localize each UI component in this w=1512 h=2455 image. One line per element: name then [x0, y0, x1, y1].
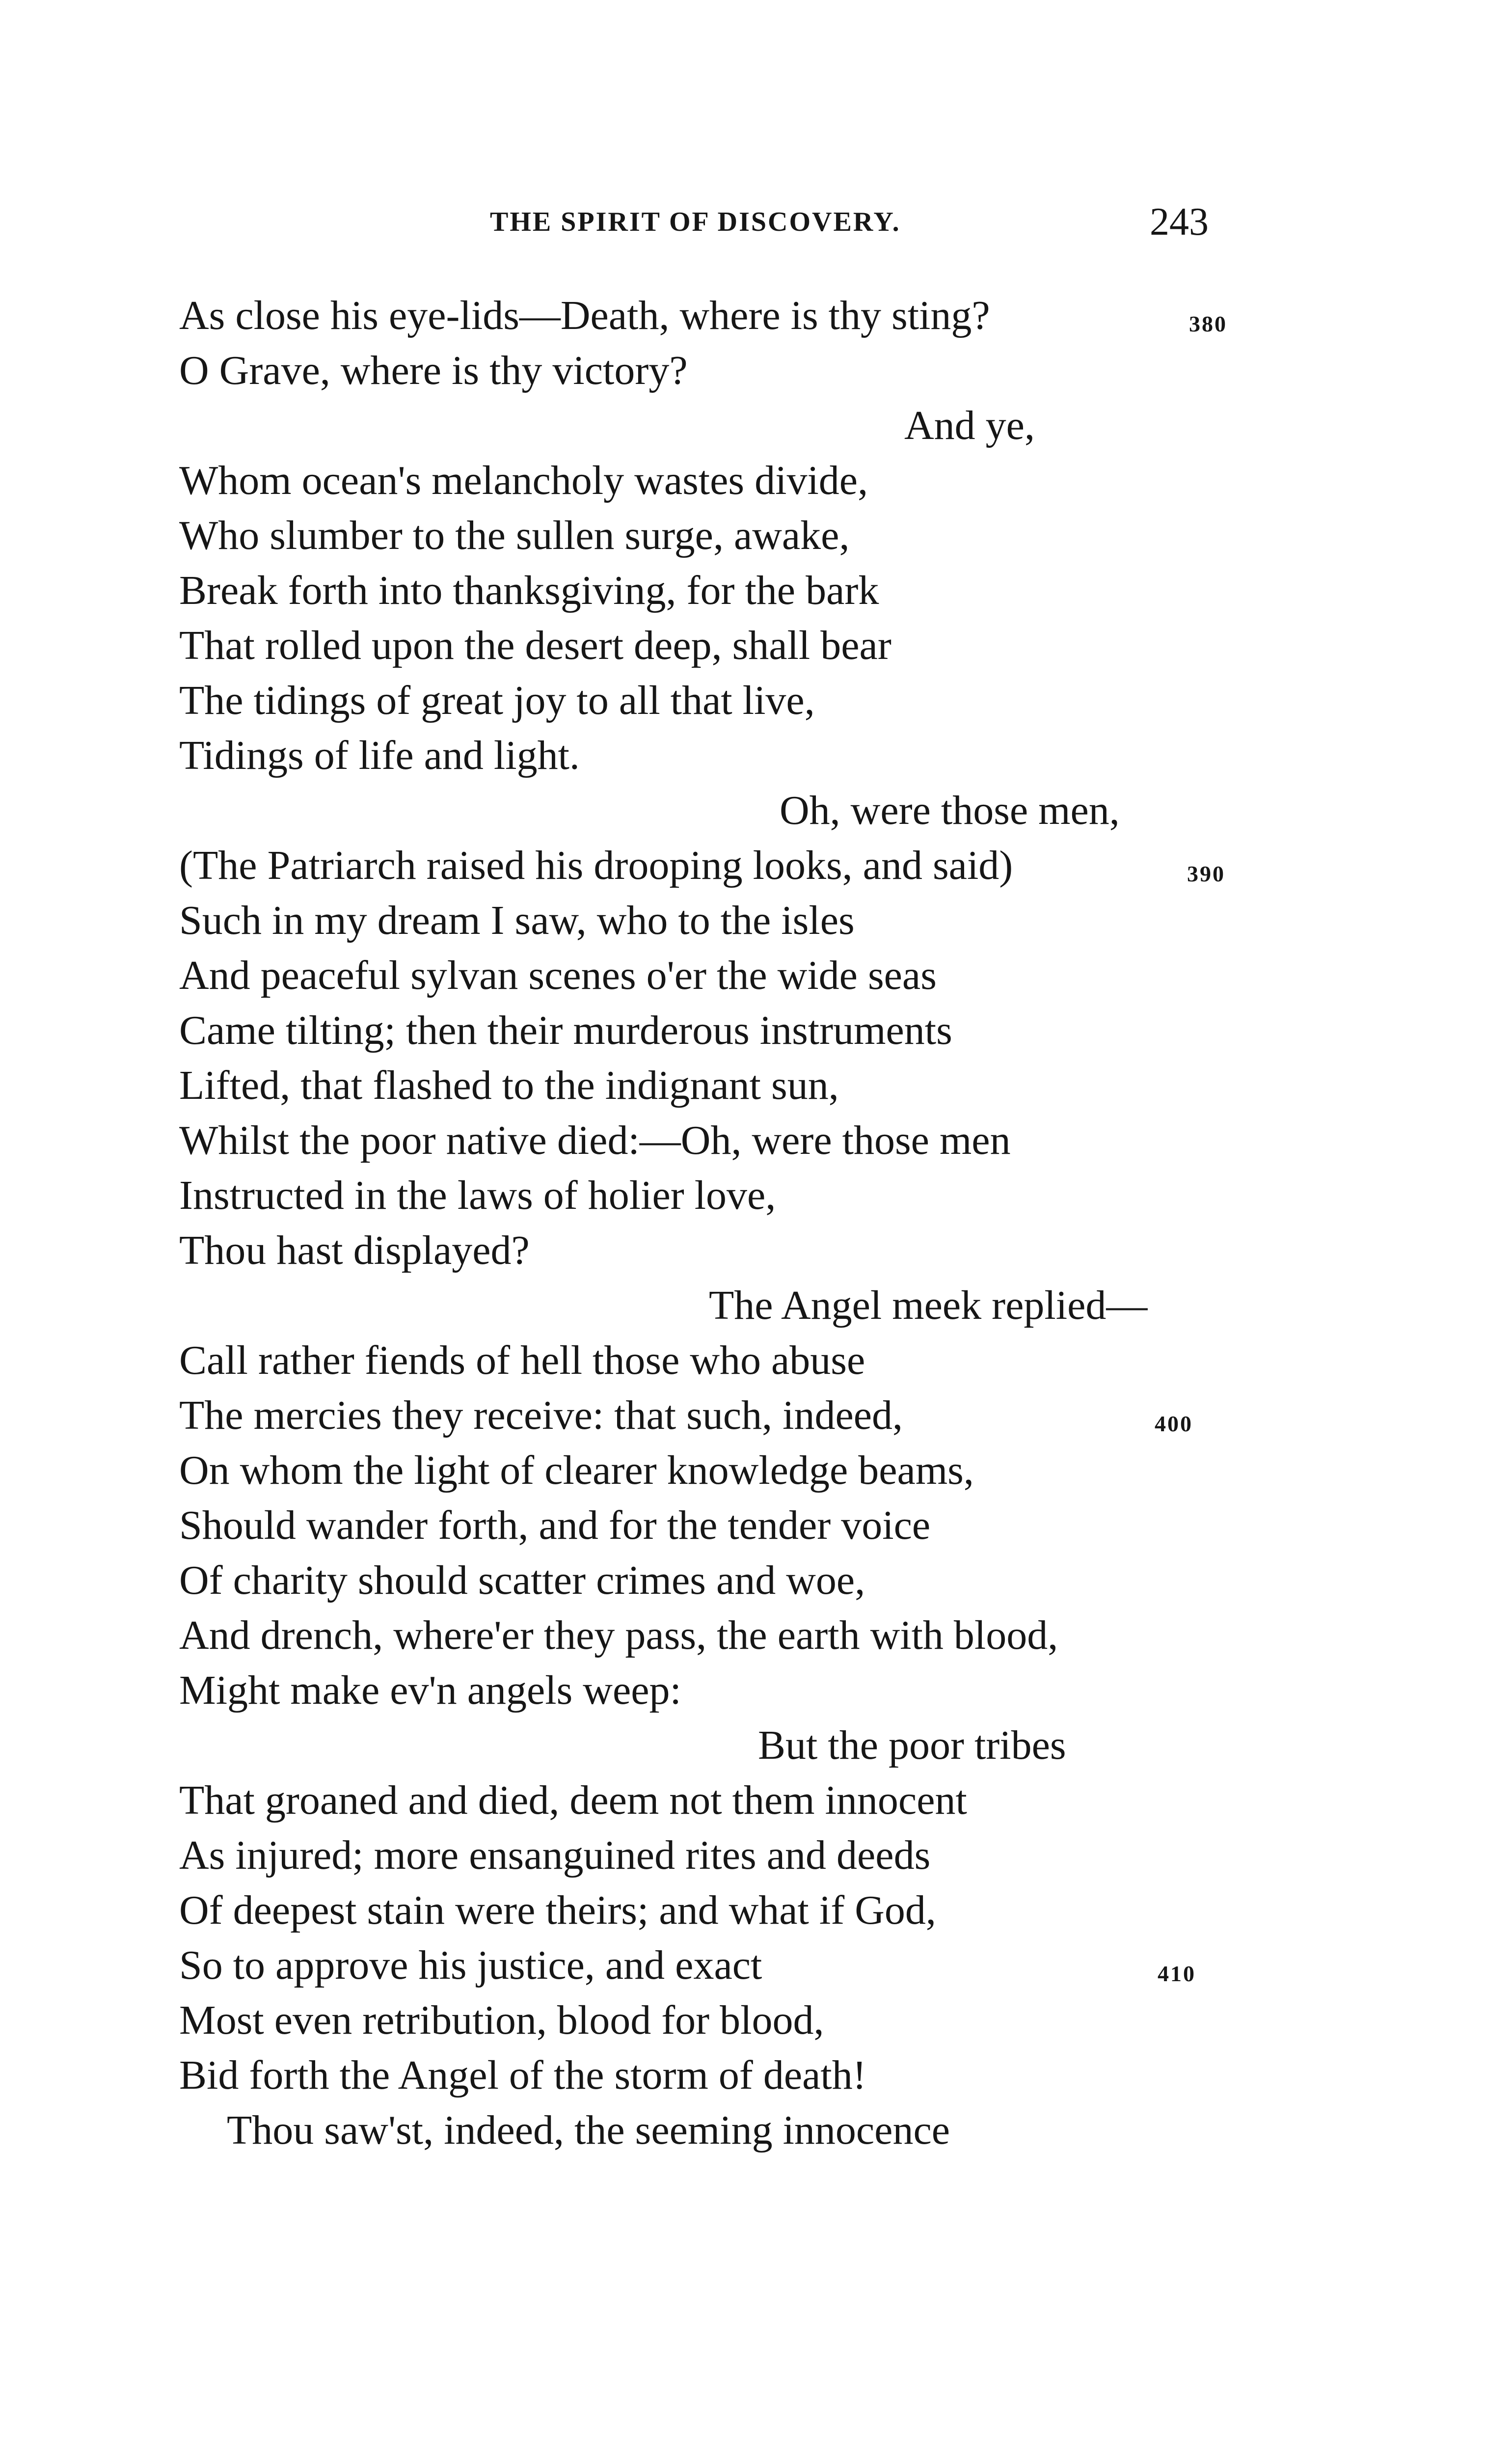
poem-line: Break forth into thanksgiving, for the bark	[179, 568, 879, 613]
poem-line: And drench, where'er they pass, the earth with blood,	[179, 1612, 1058, 1658]
poem-line: The mercies they receive: that such, indeed,	[179, 1392, 903, 1438]
poem-line: Thou saw'st, indeed, the seeming innocence	[227, 2107, 950, 2153]
poem-line: As injured; more ensanguined rites and deeds	[179, 1832, 931, 1878]
poem-line: The tidings of great joy to all that live,	[179, 678, 815, 723]
poem-line: O Grave, where is thy victory?	[179, 348, 688, 393]
poem-line: (The Patriarch raised his drooping looks, and said)	[179, 843, 1013, 888]
poem-line: Of charity should scatter crimes and woe,	[179, 1557, 865, 1603]
poem-line: Should wander forth, and for the tender voice	[179, 1502, 931, 1548]
poem-line: Most even retribution, blood for blood,	[179, 1997, 824, 2043]
poem-line: Tidings of life and light.	[179, 733, 580, 778]
poem-line: So to approve his justice, and exact	[179, 1942, 762, 1988]
poem-line: And peaceful sylvan scenes o'er the wide seas	[179, 953, 937, 998]
poem-line: Who slumber to the sullen surge, awake,	[179, 513, 850, 558]
poem-line: But the poor tribes	[758, 1722, 1066, 1768]
running-head-title: THE SPIRIT OF DISCOVERY.	[490, 207, 901, 237]
poem-line: Of deepest stain were theirs; and what if God,	[179, 1887, 936, 1933]
poem-line: Call rather fiends of hell those who abuse	[179, 1337, 865, 1383]
poem-line: The Angel meek replied—	[709, 1282, 1148, 1328]
poem-line: As close his eye-lids—Death, where is thy sting?	[179, 293, 990, 338]
poem-line: Oh, were those men,	[780, 788, 1120, 833]
poem-line: Lifted, that flashed to the indignant sun,	[179, 1063, 839, 1108]
poem-line: Might make ev'n angels weep:	[179, 1667, 681, 1713]
poem-line: Bid forth the Angel of the storm of death!	[179, 2052, 866, 2098]
poem-line: That rolled upon the desert deep, shall bear	[179, 623, 891, 668]
poem-line: Whilst the poor native died:—Oh, were those men	[179, 1118, 1011, 1163]
page-number: 243	[1150, 200, 1209, 244]
line-number: 390	[1187, 861, 1225, 886]
poem-line: Thou hast displayed?	[179, 1228, 530, 1273]
poem-line: Such in my dream I saw, who to the isles	[179, 898, 855, 943]
poem-line: And ye,	[904, 403, 1035, 448]
poem-line: Whom ocean's melancholy wastes divide,	[179, 458, 868, 503]
line-number: 410	[1158, 1961, 1196, 1986]
poem-line: Instructed in the laws of holier love,	[179, 1173, 776, 1218]
poem-line: That groaned and died, deem not them innocent	[179, 1777, 967, 1823]
line-number: 400	[1155, 1411, 1193, 1436]
poem-line: On whom the light of clearer knowledge beams,	[179, 1447, 974, 1493]
line-number: 380	[1189, 311, 1227, 336]
poem-line: Came tilting; then their murderous instruments	[179, 1008, 952, 1053]
